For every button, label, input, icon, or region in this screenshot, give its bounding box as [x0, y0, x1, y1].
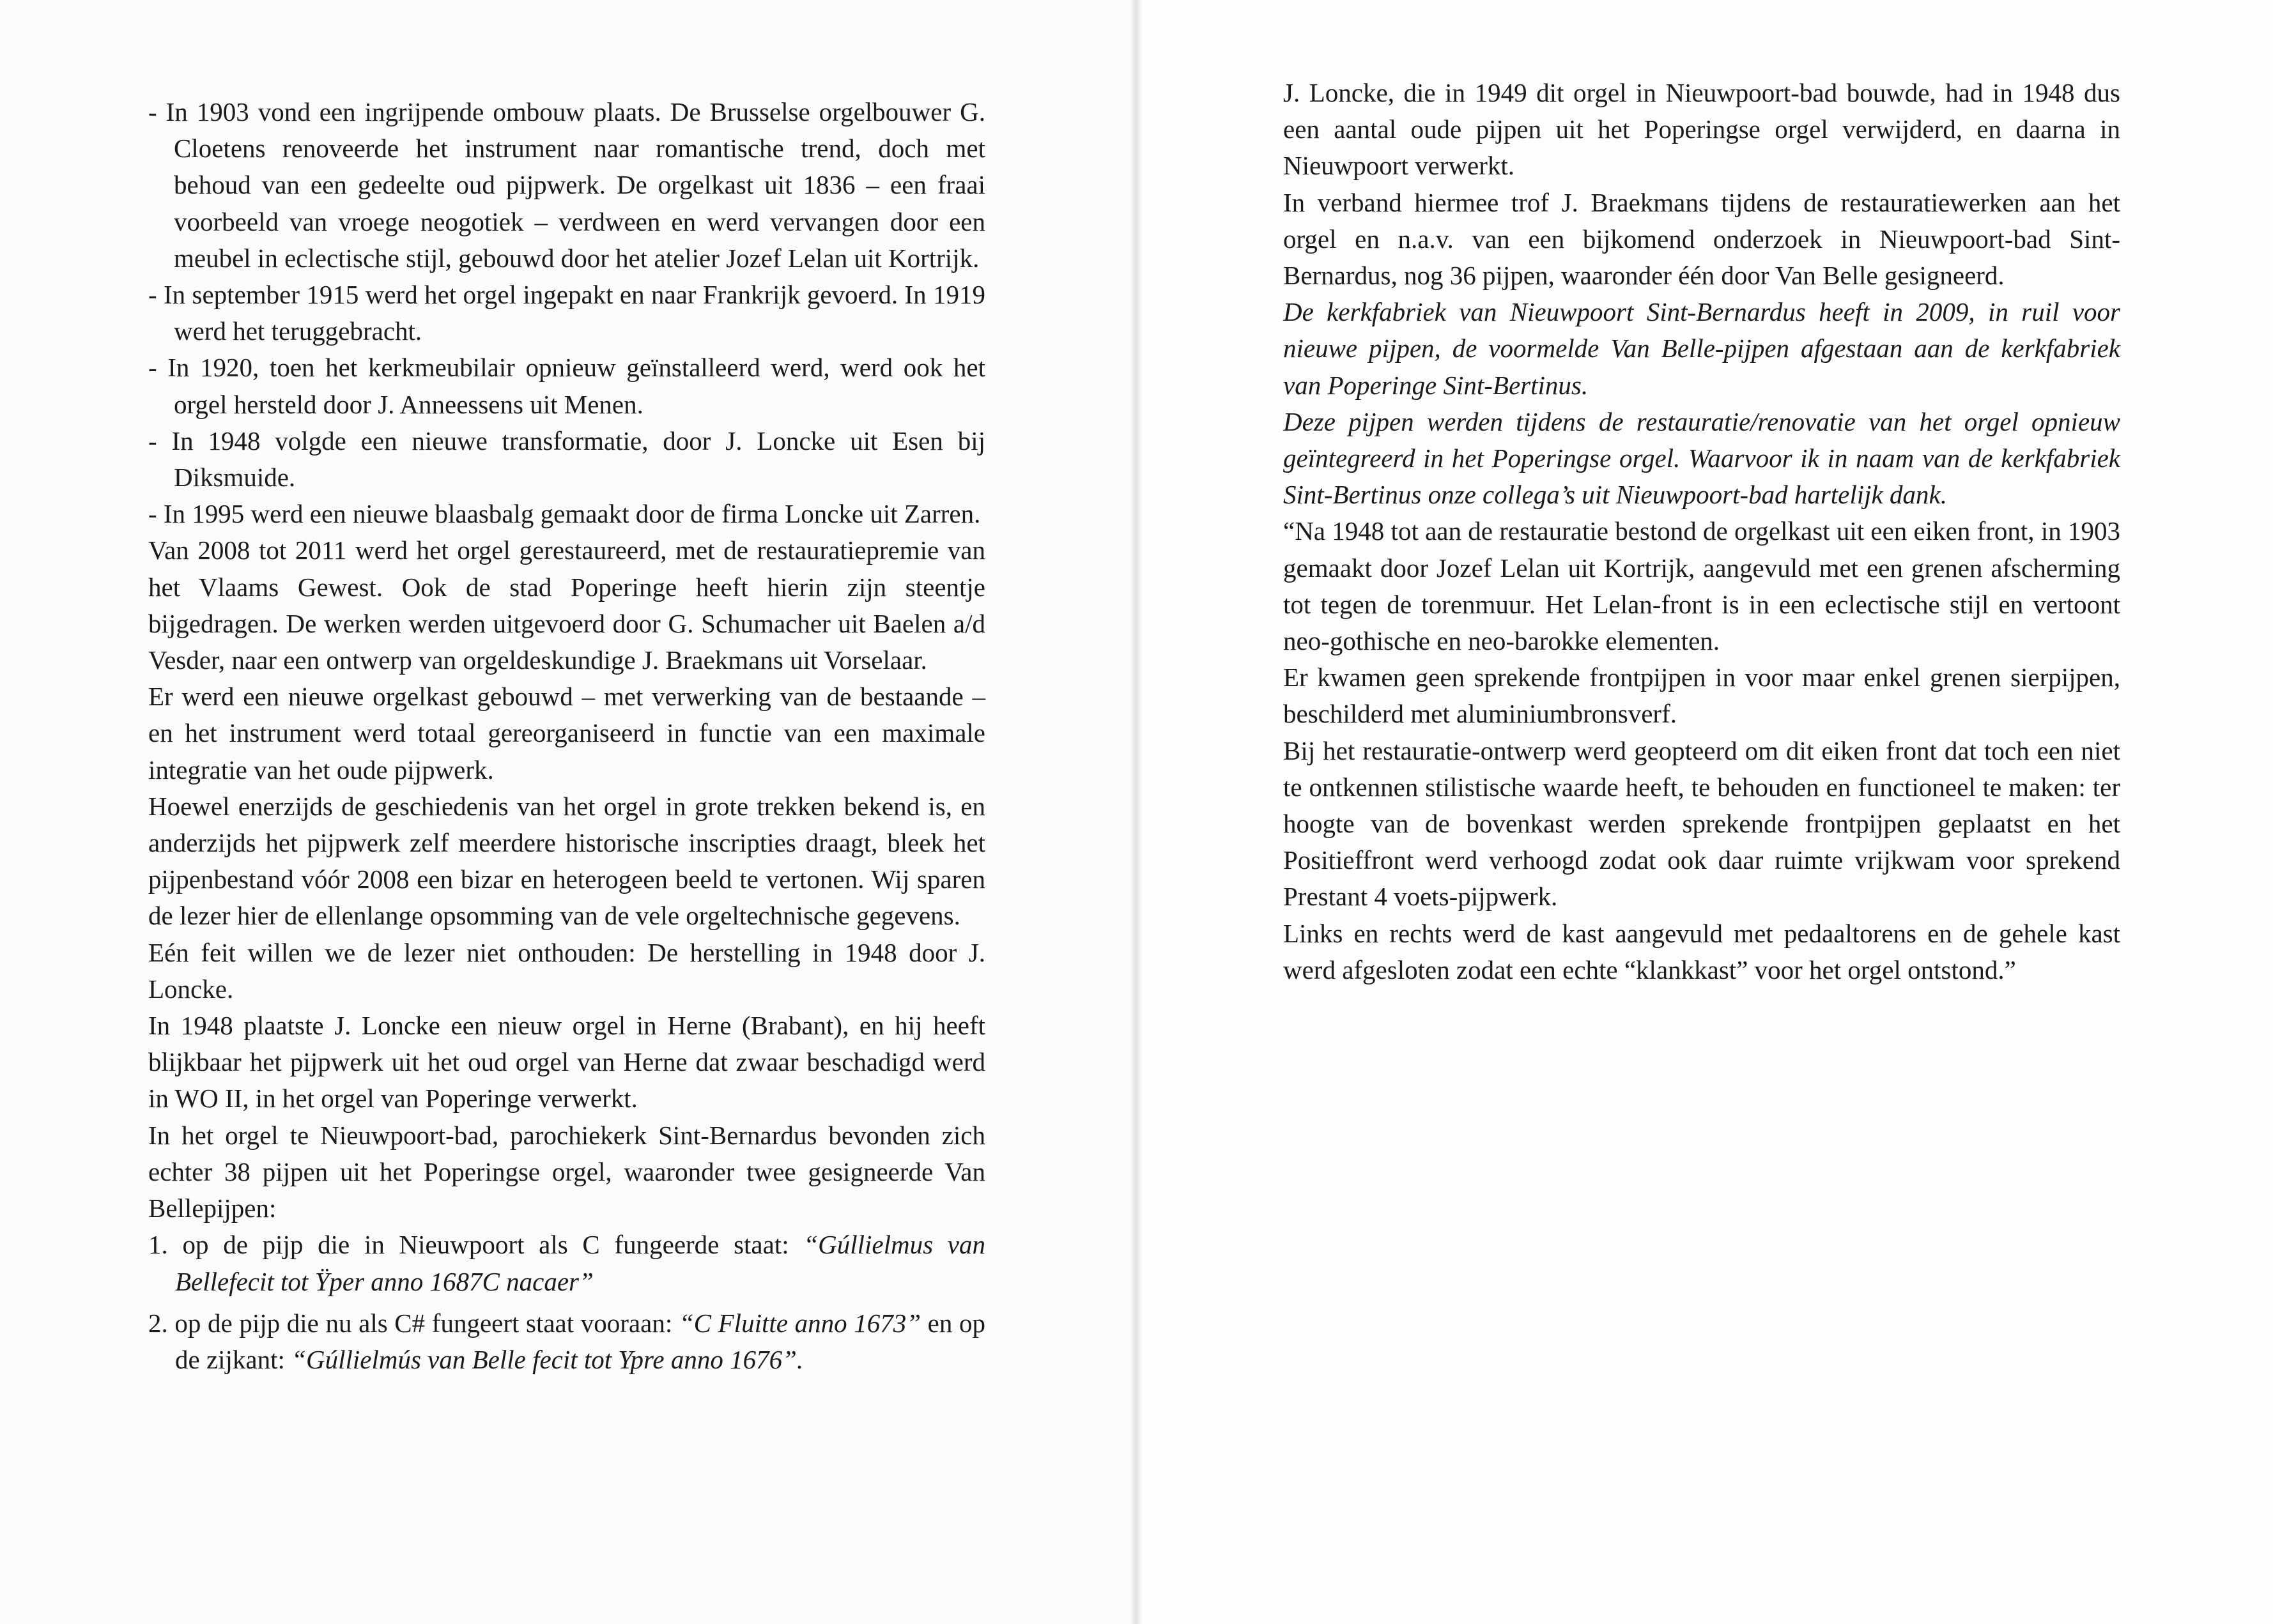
history-item-1995: - In 1995 werd een nieuwe blaasbalg gemaakt door de firma Loncke uit Zarren. [148, 499, 981, 529]
inscription-quote: “Gúllielmus van Bellefecit tot Ÿper anno 1687C nacaer” [175, 1230, 986, 1296]
history-item-1903: - In 1903 vond een ingrijpende ombouw plaats. De Brusselse orgelbouwer G. Cloetens renoveerde het instrument naar romantische trend, doch met behoud van een gedeelte oud pijpwerk. De orgelkast uit 1836 – een fraai voorbeeld van vroege neogotiek – verdween en werd vervangen door een meubel in eclectische stijl, gebouwd door het atelier Jozef Lelan uit Kortrijk. [148, 97, 985, 273]
paragraph-restoration: Van 2008 tot 2011 werd het orgel gerestaureerd, met de restauratiepremie van het Vlaams Gewest. Ook de stad Poperinge heeft hierin zijn steentje bijgedragen. De werken werden uitgevoerd door G. Schumacher uit Baelen a/d Vesder, naar een ontwerp van orgeldeskundige J. Braekmans uit Vorselaar. [148, 535, 985, 675]
quote-orgelkast: “Na 1948 tot aan de restauratie bestond de orgelkast uit een eiken front, in 1903 gemaakt door Jozef Lelan uit Kortrijk, aangevuld met een grenen afscherming tot tegen de torenmuur. Het Lelan-front is in een eclectische stijl en vertoont neo-gothische en neo-barokke elementen. [1283, 516, 2120, 656]
right-page-text [1283, 75, 2120, 988]
list-item-text: op de pijp die nu als C# fungeert staat vooraan: [174, 1308, 679, 1338]
inscription-quote: “Gúllielmús van Belle fecit tot Ypre anno 1676”. [291, 1344, 804, 1374]
list-item-2 [148, 1305, 985, 1378]
paragraph-thanks: Deze pijpen werden tijdens de restauratie/renovatie van het orgel opnieuw geïntegreerd in het Poperingse orgel. Waarvoor ik in naam van de kerkfabriek Sint-Bertinus onze collega’s uit Nieuwpoort-bad hartelijk dank. [1283, 406, 2120, 510]
right-page [1136, 0, 2273, 1624]
quote-restauratie-ontwerp: Bij het restauratie-ontwerp werd geopteerd om dit eiken front dat toch een niet te ontkennen stilistische waarde heeft, te behouden en functioneel te maken: ter hoogte van de bovenkast werden sprekende frontpijpen geplaatst en het Positieffront werd verhoogd zodat ook daar ruimte vrijkwam voor sprekend Prestant 4 voets-pijpwerk. [1283, 735, 2120, 912]
list-item-1 [148, 1227, 985, 1299]
paragraph-loncke-1949: J. Loncke, die in 1949 dit orgel in Nieuwpoort-bad bouwde, had in 1948 dus een aantal oude pijpen uit het Poperingse orgel verwijderd, en daarna in Nieuwpoort verwerkt. [1283, 78, 2120, 181]
paragraph-new-case: Er werd een nieuwe orgelkast gebouwd – met verwerking van de bestaande – en het instrument werd totaal gereorganiseerd in functie van een maximale integratie van het oude pijpwerk. [148, 682, 985, 785]
paragraph-nieuwpoort: In het orgel te Nieuwpoort-bad, parochiekerk Sint-Bernardus bevonden zich echter 38 pijpen uit het Poperingse orgel, waaronder twee gesigneerde Van Bellepijpen: [148, 1120, 985, 1223]
history-item-1915: - In september 1915 werd het orgel ingepakt en naar Frankrijk gevoerd. In 1919 werd het teruggebracht. [148, 280, 985, 346]
paragraph-kerkfabriek: De kerkfabriek van Nieuwpoort Sint-Bernardus heeft in 2009, in ruil voor nieuwe pijpen, de voormelde Van Belle-pijpen afgestaan aan de kerkfabriek van Poperinge Sint-Bertinus. [1283, 297, 2120, 400]
list-marker: 1. [148, 1230, 168, 1260]
history-item-1920: - In 1920, toen het kerkmeubilair opnieuw geïnstalleerd werd, werd ook het orgel hersteld door J. Anneessens uit Menen. [148, 353, 985, 419]
paragraph-braekmans: In verband hiermee trof J. Braekmans tijdens de restauratiewerken aan het orgel en n.a.v. van een bijkomend onderzoek in Nieuwpoort-bad Sint-Bernardus, nog 36 pijpen, waaronder één door Van Belle gesigneerd. [1283, 187, 2120, 291]
left-page-text [148, 94, 985, 1378]
page-gutter [1130, 0, 1143, 1624]
list-item-text: op de pijp die in Nieuwpoort als C fungeerde staat: [182, 1230, 804, 1260]
inscription-quote: “C Fluitte anno 1673” [679, 1308, 921, 1338]
list-item-text: en op de zijkant: [175, 1308, 985, 1374]
list-marker: 2. [148, 1308, 168, 1338]
paragraph-one-fact: Eén feit willen we de lezer niet onthouden: De herstelling in 1948 door J. Loncke. [148, 937, 985, 1004]
paragraph-herne: In 1948 plaatste J. Loncke een nieuw orgel in Herne (Brabant), en hij heeft blijkbaar het pijpwerk uit het oud orgel van Herne dat zwaar beschadigd werd in WO II, in het orgel van Poperinge verwerkt. [148, 1011, 985, 1114]
quote-klankkast: Links en rechts werd de kast aangevuld met pedaaltorens en de gehele kast werd afgesloten zodat een echte “klankkast” voor het orgel ontstond.” [1283, 918, 2120, 984]
left-page [0, 0, 1136, 1624]
quote-frontpijpen: Er kwamen geen sprekende frontpijpen in voor maar enkel grenen sierpijpen, beschilderd met aluminiumbronsverf. [1283, 663, 2120, 729]
paragraph-pipework: Hoewel enerzijds de geschiedenis van het orgel in grote trekken bekend is, en anderzijds het pijpwerk zelf meerdere historische inscripties draagt, bleek het pijpenbestand vóór 2008 een bizar en heterogeen beeld te vertonen. Wij sparen de lezer hier de ellenlange opsomming van de vele orgeltechnische gegevens. [148, 791, 985, 931]
history-item-1948: - In 1948 volgde een nieuwe transformatie, door J. Loncke uit Esen bij Diksmuide. [148, 425, 985, 493]
